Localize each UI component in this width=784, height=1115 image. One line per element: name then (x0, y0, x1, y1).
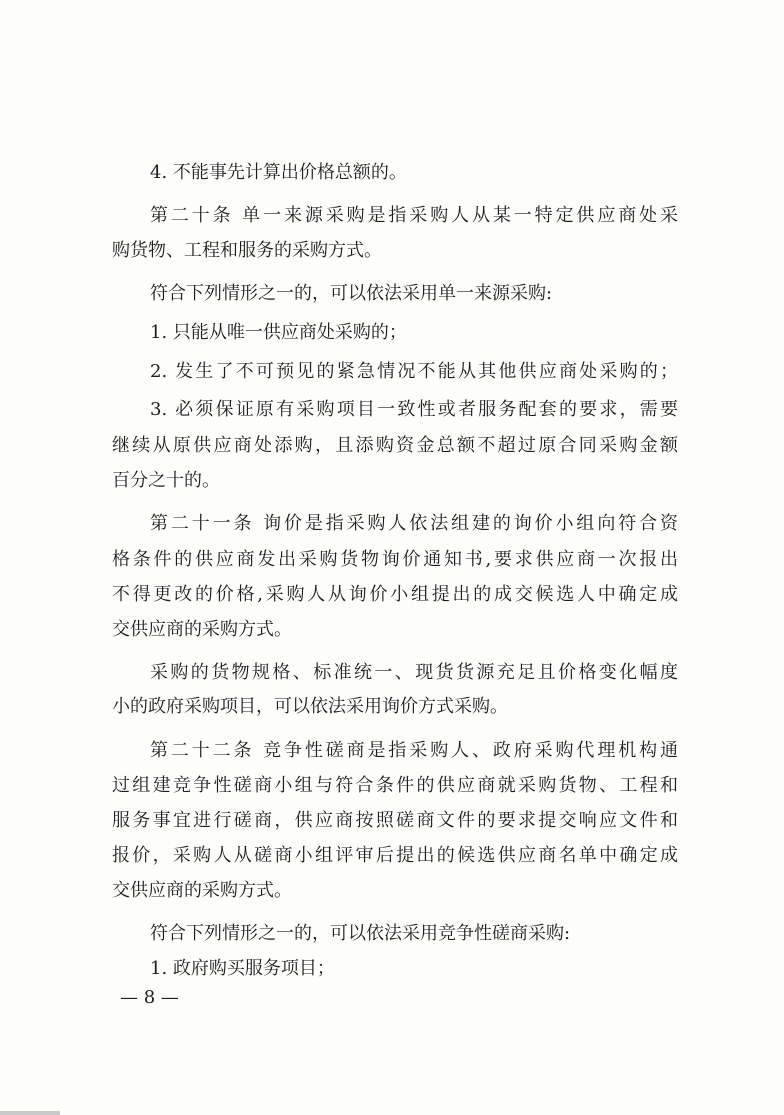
text-line: 购货物、工程和服务的采购方式。 (112, 240, 382, 261)
text-line: 报价，采购人从磋商小组评审后提出的候选供应商名单中确定成 (112, 845, 678, 866)
text-line: 继续从原供应商处添购，且添购资金总额不超过原合同采购金额 (112, 435, 678, 456)
text-line: 4. 不能事先计算出价格总额的。 (150, 162, 407, 183)
text-line: 百分之十的。 (112, 470, 220, 491)
text-line: 小的政府采购项目，可以依法采用询价方式采购。 (112, 696, 508, 717)
text-line: 过组建竞争性磋商小组与符合条件的供应商就采购货物、工程和 (112, 775, 678, 796)
article-20-heading-line: 第二十条 单一来源采购是指采购人从某一特定供应商处采 (150, 205, 678, 226)
text-line: 符合下列情形之一的，可以依法采用单一来源采购: (150, 283, 553, 304)
text-line: 交供应商的采购方式。 (112, 880, 292, 901)
text-line: 采购的货物规格、标准统一、现货货源充足且价格变化幅度 (150, 662, 678, 683)
text-line: 2. 发生了不可预见的紧急情况不能从其他供应商处采购的； (150, 361, 678, 382)
page-number: — 8 — (120, 987, 179, 1008)
text-line: 1. 只能从唯一供应商处采购的； (150, 322, 407, 343)
text-line: 不得更改的价格,采购人从询价小组提出的成交候选人中确定成 (112, 584, 678, 605)
text-line: 交供应商的采购方式。 (112, 619, 292, 640)
article-22-heading-line: 第二十二条 竞争性磋商是指采购人、政府采购代理机构通 (150, 740, 678, 761)
text-line: 格条件的供应商发出采购货物询价通知书,要求供应商一次报出 (112, 549, 678, 570)
text-line: 3. 必须保证原有采购项目一致性或者服务配套的要求，需要 (150, 399, 678, 420)
text-line: 服务事宜进行磋商，供应商按照磋商文件的要求提交响应文件和 (112, 810, 678, 831)
scan-edge-mark (0, 1111, 60, 1115)
text-line: 1. 政府购买服务项目； (150, 958, 335, 979)
text-line: 符合下列情形之一的，可以依法采用竞争性磋商采购: (150, 923, 571, 944)
article-21-heading-line: 第二十一条 询价是指采购人依法组建的询价小组向符合资 (150, 513, 678, 534)
